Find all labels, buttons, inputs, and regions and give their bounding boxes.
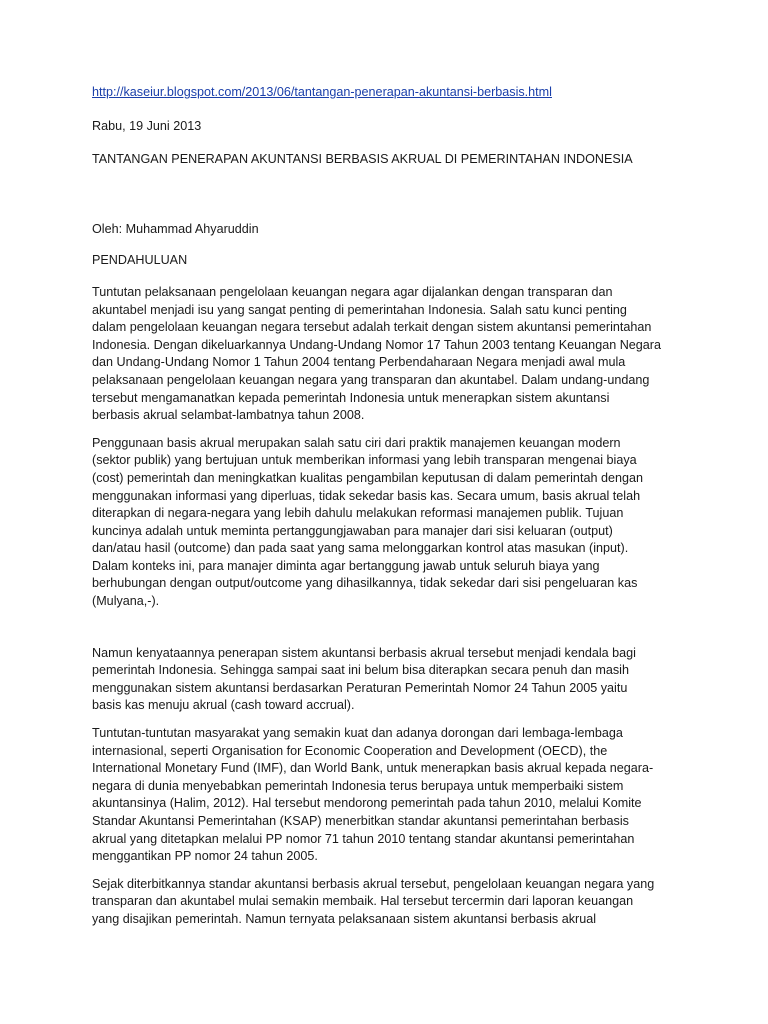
author-line: Oleh: Muhammad Ahyaruddin xyxy=(92,221,259,236)
source-url-link[interactable]: http://kaseiur.blogspot.com/2013/06/tantangan-penerapan-akuntansi-berbasis.html xyxy=(92,85,552,99)
post-date: Rabu, 19 Juni 2013 xyxy=(92,118,202,133)
document-page xyxy=(92,84,676,929)
paragraph-4: Tuntutan-tuntutan masyarakat yang semakin kuat dan adanya dorongan dari lembaga-lembaga internasional, seperti Organisation for Economic Cooperation and Development (OECD), the International Monetary Fund (IMF), dan World Bank, untuk menerapkan basis akrual kepada negara- negara di dunia menyebabkan pemerintah Indonesia terus berupaya untuk memperbaiki sistem akuntansinya (Halim, 2012). Hal tersebut mendorong pemerintah pada tahun 2010, melalui Komite Standar Akuntansi Pemerintahan (KSAP) menerbitkan standar akuntansi pemerintahan berbasis akrual yang ditetapkan melalui PP nomor 71 tahun 2010 tentang standar akuntansi pemerintahan menggantikan PP nomor 24 tahun 2005. xyxy=(92,726,654,864)
paragraph-3: Namun kenyataannya penerapan sistem akuntansi berbasis akrual tersebut menjadi kendala bagi pemerintah Indonesia. Sehingga sampai saat ini belum bisa diterapkan secara penuh dan masih menggunakan sistem akuntansi berdasarkan Peraturan Pemerintah Nomor 24 Tahun 2005 yaitu basis kas menuju akrual (cash toward accrual). xyxy=(92,645,636,713)
paragraph-5: Sejak diterbitkannya standar akuntansi berbasis akrual tersebut, pengelolaan keuangan negara yang transparan dan akuntabel mulai semakin membaik. Hal tersebut tercermin dari laporan keuangan yang disajikan pemerintah. Namun ternyata pelaksanaan sistem akuntansi berbasis akrual xyxy=(92,876,655,926)
section-heading: PENDAHULUAN xyxy=(92,253,188,268)
paragraph-2: Penggunaan basis akrual merupakan salah satu ciri dari praktik manajemen keuangan modern (sektor publik) yang bertujuan untuk memberikan informasi yang lebih transparan mengenai biaya (cost) pemerintah dan meningkatkan kualitas pengambilan keputusan di dalam pemerintah dengan menggunakan informasi yang diperluas, tidak sekedar basis kas. Secara umum, basis akrual telah diterapkan di negara-negara yang lebih dahulu melakukan reformasi manajemen publik. Tujuan kuncinya adalah untuk meminta pertanggungjawaban para manajer dari sisi keluaran (output) dan/atau hasil (outcome) dan pada saat yang sama melonggarkan kontrol atas masukan (input). Dalam konteks ini, para manajer diminta agar bertanggung jawab untuk seluruh biaya yang berhubungan dengan output/outcome yang dihasilkannya, tidak sekedar dari sisi pengeluaran kas (Mulyana,-). xyxy=(92,435,643,609)
paragraph-1: Tuntutan pelaksanaan pengelolaan keuangan negara agar dijalankan dengan transparan dan akuntabel menjadi isu yang sangat penting di pemerintahan Indonesia. Salah satu kunci penting dalam pengelolaan keuangan negara tersebut adalah terkait dengan sistem akuntansi pemerintahan Indonesia. Dengan dikeluarkannya Undang-Undang Nomor 17 Tahun 2003 tentang Keuangan Negara dan Undang-Undang Nomor 1 Tahun 2004 tentang Perbendaharaan Negara menjadi awal mula pelaksanaan pengelolaan keuangan negara yang transparan dan akuntabel. Dalam undang-undang tersebut mengamanatkan kepada pemerintah Indonesia untuk menerapkan sistem akuntansi berbasis akrual selambat-lambatnya tahun 2008. xyxy=(92,284,662,423)
document-title: TANTANGAN PENERAPAN AKUNTANSI BERBASIS AKRUAL DI PEMERINTAHAN INDONESIA xyxy=(92,152,633,167)
